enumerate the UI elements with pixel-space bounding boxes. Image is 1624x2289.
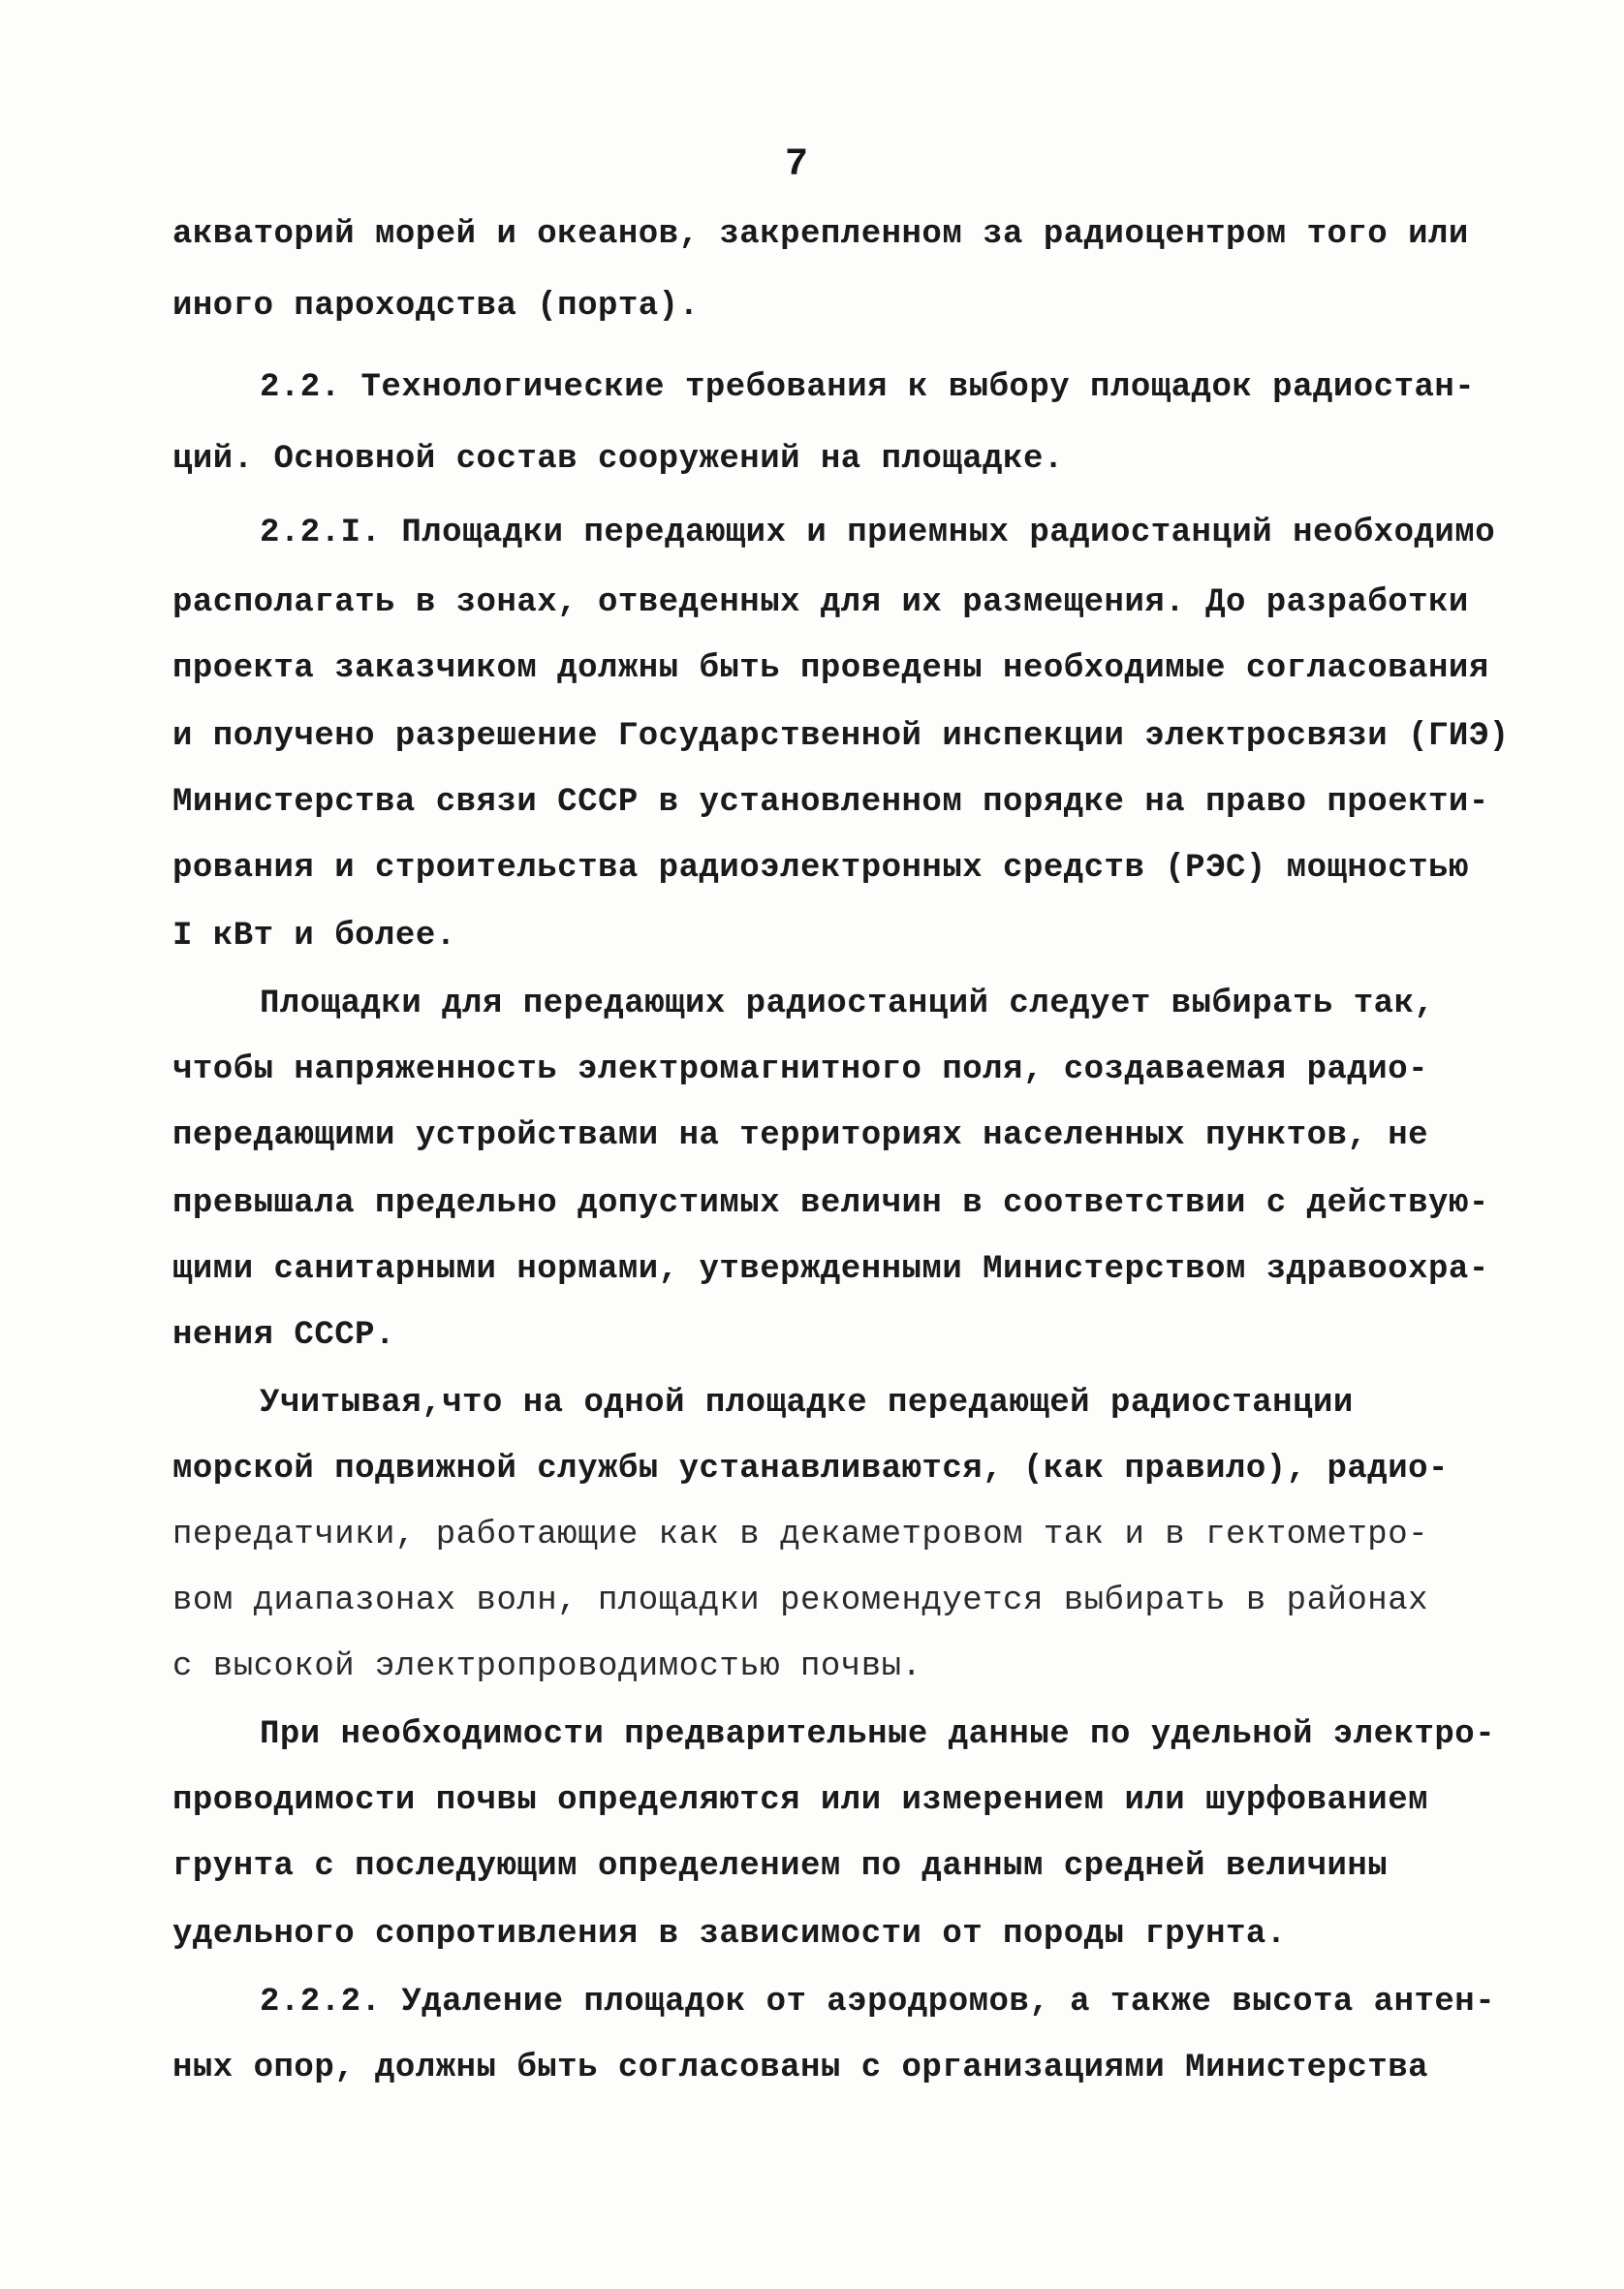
text-line: рования и строительства радиоэлектронных средств (РЭС) мощностью: [172, 850, 1469, 887]
text-line: располагать в зонах, отведенных для их размещения. До разработки: [172, 584, 1469, 621]
text-line: морской подвижной службы устанавливаются, (как правило), радио-: [172, 1451, 1449, 1488]
text-line: превышала предельно допустимых величин в соответствии с действую-: [172, 1185, 1489, 1222]
text-line: грунта с последующим определением по данным средней величины: [172, 1848, 1389, 1885]
text-line: вом диапазонах волн, площадки рекомендуется выбирать в районах: [172, 1583, 1429, 1619]
text-line: чтобы напряженность электромагнитного поля, создаваемая радио-: [172, 1051, 1429, 1088]
section-heading: 2.2. Технологические требования к выбору площадок радиостан-: [260, 369, 1476, 406]
text-line: ных опор, должны быть согласованы с организациями Министерства: [172, 2050, 1429, 2086]
text-line: проводимости почвы определяются или измерением или шурфованием: [172, 1782, 1429, 1819]
text-line: проекта заказчиком должны быть проведены необходимые согласования: [172, 650, 1489, 687]
text-line: 2.2.I. Площадки передающих и приемных радиостанций необходимо: [260, 515, 1496, 551]
text-line: передатчики, работающие как в декаметровом так и в гектометро-: [172, 1517, 1429, 1553]
text-line: При необходимости предварительные данные по удельной электро-: [260, 1716, 1496, 1753]
text-line: Учитывая,что на одной площадке передающей радиостанции: [260, 1385, 1354, 1422]
text-line: I кВт и более.: [172, 918, 456, 955]
text-line: щими санитарными нормами, утвержденными Министерством здравоохра-: [172, 1251, 1489, 1288]
text-line: Площадки для передающих радиостанций следует выбирать так,: [260, 986, 1435, 1022]
text-line: иного пароходства (порта).: [172, 288, 700, 325]
page-number: 7: [785, 143, 809, 187]
text-line: нения СССР.: [172, 1317, 395, 1354]
text-line: удельного сопротивления в зависимости от породы грунта.: [172, 1916, 1287, 1953]
section-heading: ций. Основной состав сооружений на площадке.: [172, 441, 1064, 478]
text-line: Министерства связи СССР в установленном порядке на право проекти-: [172, 784, 1489, 821]
text-line: акваторий морей и океанов, закрепленном за радиоцентром того или: [172, 216, 1469, 253]
text-line: с высокой электропроводимостью почвы.: [172, 1648, 922, 1685]
text-line: и получено разрешение Государственной инспекции электросвязи (ГИЭ): [172, 718, 1510, 755]
text-line: передающими устройствами на территориях населенных пунктов, не: [172, 1117, 1429, 1154]
section-heading: 2.2.2. Удаление площадок от аэродромов, а также высота антен-: [260, 1984, 1496, 2021]
